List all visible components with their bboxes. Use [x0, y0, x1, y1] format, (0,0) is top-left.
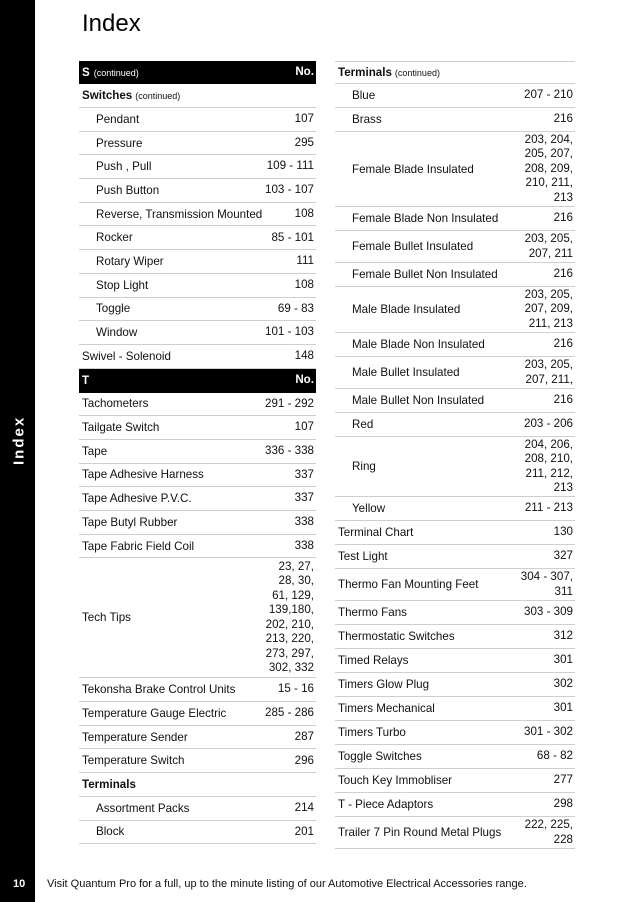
- index-entry: [335, 231, 575, 263]
- page-ref: 15 - 16: [277, 682, 314, 696]
- entry-label: T - Piece Adaptors: [338, 798, 434, 811]
- entry-label: Male Blade Insulated: [352, 303, 461, 316]
- section-header-s: [79, 61, 316, 84]
- section-header-t: [79, 369, 316, 393]
- index-entry: [335, 521, 575, 545]
- page-title: Index: [82, 10, 141, 37]
- index-entry: [79, 393, 316, 417]
- page-ref: 216: [553, 211, 573, 225]
- page-ref: 213: [553, 481, 573, 494]
- index-entry: [335, 697, 575, 721]
- entry-label: Toggle: [96, 302, 131, 316]
- index-entry: [335, 545, 575, 569]
- index-entry: [79, 179, 316, 203]
- entry-label: Yellow: [352, 502, 386, 515]
- index-entry: [79, 274, 316, 298]
- entry-label: Tachometers: [82, 397, 149, 411]
- index-entry: [335, 625, 575, 649]
- entry-label: Terminals: [82, 777, 136, 791]
- page-ref-list: [521, 570, 573, 599]
- entry-label: Male Blade Non Insulated: [352, 338, 485, 351]
- page-ref: 213, 220,: [265, 632, 314, 646]
- index-entry: [335, 673, 575, 697]
- index-entry: [335, 413, 575, 437]
- entry-label: Timers Mechanical: [338, 702, 435, 715]
- page-ref: 228: [553, 832, 573, 846]
- footer-note: Visit Quantum Pro for a full, up to the minute listing of our Automotive Electrical Accessories range.: [47, 878, 527, 890]
- entry-label: Male Bullet Insulated: [352, 366, 460, 379]
- index-entry: [79, 298, 316, 322]
- index-entry: [335, 649, 575, 673]
- page-ref: 285 - 286: [265, 706, 314, 720]
- index-entry: [335, 745, 575, 769]
- page-ref: 68 - 82: [536, 749, 573, 763]
- entry-label: Tape Adhesive P.V.C.: [82, 492, 192, 506]
- entry-label: Pendant: [96, 112, 140, 126]
- entry-label: Stop Light: [96, 278, 149, 292]
- page-ref: 203, 205,: [524, 358, 573, 371]
- index-entry: [79, 108, 316, 132]
- index-entry: [79, 203, 316, 227]
- page-ref: 108: [294, 277, 314, 291]
- index-entry: [79, 821, 316, 845]
- page-ref: 277: [553, 773, 573, 787]
- page-ref: 216: [553, 267, 573, 281]
- page-ref: 61, 129,: [272, 588, 314, 602]
- entry-label: Ring: [352, 460, 376, 473]
- entry-label: Block: [96, 825, 125, 839]
- page-ref: 208, 209,: [524, 161, 573, 175]
- page-ref-list: [525, 818, 573, 847]
- entry-label: Tekonsha Brake Control Units: [82, 683, 236, 697]
- page-ref: 287: [294, 729, 314, 743]
- entry-label: Pressure: [96, 136, 143, 150]
- page-ref: 222, 225,: [524, 818, 573, 831]
- page-ref: 204, 206,: [524, 437, 573, 451]
- page-ref: 337: [294, 491, 314, 505]
- index-entry: [79, 321, 316, 345]
- entry-label: Test Light: [338, 550, 388, 563]
- entry-label: Reverse, Transmission Mounted: [96, 207, 263, 221]
- page-ref: 107: [294, 420, 314, 434]
- page-ref: 148: [294, 348, 314, 362]
- index-entry: [335, 497, 575, 521]
- page-ref: 216: [553, 112, 573, 126]
- page-ref: 273, 297,: [265, 646, 314, 660]
- index-entry: [335, 333, 575, 357]
- side-tab-label: Index: [10, 415, 28, 465]
- page-ref: 301: [553, 653, 573, 667]
- page-ref: 336 - 338: [265, 444, 314, 458]
- page-ref: 295: [294, 135, 314, 149]
- page-ref: 302: [553, 677, 573, 691]
- index-entry: [335, 569, 575, 601]
- entry-label: Terminal Chart: [338, 526, 414, 539]
- page-ref-list: [525, 133, 573, 206]
- page-ref-list: [525, 438, 573, 496]
- index-entry-tech-tips: [79, 558, 316, 678]
- page-ref: 301 - 302: [524, 725, 573, 739]
- entry-label: Female Bullet Non Insulated: [352, 268, 498, 281]
- section-note: (continued): [93, 68, 139, 78]
- index-entry: [335, 793, 575, 817]
- entry-note: (continued): [394, 68, 440, 78]
- page-ref: 302, 332: [268, 661, 314, 675]
- entry-label: Thermo Fan Mounting Feet: [338, 578, 479, 591]
- entry-label: Rotary Wiper: [96, 254, 164, 268]
- page-ref: 101 - 103: [265, 325, 314, 339]
- index-entry: [79, 535, 316, 559]
- page-ref: 69 - 83: [277, 301, 314, 315]
- page-ref: 203, 205,: [524, 232, 573, 245]
- entry-label: Tape Fabric Field Coil: [82, 539, 195, 553]
- index-entry: [79, 678, 316, 702]
- entry-label: Thermostatic Switches: [338, 630, 455, 643]
- entry-label: Tailgate Switch: [82, 421, 160, 435]
- index-entry-terminals: [79, 773, 316, 797]
- page-ref-list: [525, 232, 573, 261]
- index-entry: [335, 84, 575, 108]
- index-entry: [79, 226, 316, 250]
- page-ref: 211 - 213: [524, 501, 573, 515]
- page-ref: 203 - 206: [524, 417, 573, 431]
- entry-label: Swivel - Solenoid: [82, 349, 171, 363]
- entry-label: Toggle Switches: [338, 750, 422, 763]
- page-ref: 207, 211,: [525, 372, 573, 386]
- index-entry: [79, 155, 316, 179]
- entry-label: Window: [96, 326, 138, 340]
- index-entry: [335, 817, 575, 849]
- index-entry: [79, 250, 316, 274]
- page-ref: 304 - 307,: [520, 570, 573, 583]
- entry-label: Thermo Fans: [338, 606, 407, 619]
- index-column-left: [79, 61, 316, 844]
- page-ref: 28, 30,: [278, 574, 314, 588]
- entry-label: Timers Turbo: [338, 726, 406, 739]
- section-header-terminals-continued: [335, 61, 575, 84]
- entry-label: Temperature Sender: [82, 730, 188, 744]
- page-ref: 301: [553, 701, 573, 715]
- entry-label: Rocker: [96, 231, 133, 245]
- index-entry: [335, 263, 575, 287]
- page-ref-list: [525, 288, 573, 332]
- index-column-right: [335, 61, 575, 849]
- page-ref: 337: [294, 467, 314, 481]
- index-entry: [335, 207, 575, 231]
- entry-label: Blue: [352, 89, 376, 102]
- index-entry: [335, 357, 575, 389]
- entry-label: Female Blade Insulated: [352, 162, 474, 176]
- section-letter: T: [82, 374, 90, 388]
- entry-label: Tech Tips: [82, 611, 131, 625]
- page-ref: 109 - 111: [266, 159, 314, 173]
- index-entry: [335, 601, 575, 625]
- index-entry: [79, 726, 316, 750]
- page-ref: 23, 27,: [278, 559, 314, 573]
- entry-label: Trailer 7 Pin Round Metal Plugs: [338, 826, 502, 839]
- entry-label: Timers Glow Plug: [338, 678, 430, 691]
- index-entry: [79, 511, 316, 535]
- index-entry-switches: [79, 84, 316, 108]
- number-header: No.: [295, 373, 314, 387]
- index-entry: [79, 487, 316, 511]
- page-ref: 103 - 107: [265, 183, 314, 197]
- index-entry: [79, 797, 316, 821]
- entry-label: Timed Relays: [338, 654, 409, 667]
- page-number: 10: [13, 878, 26, 890]
- index-entry: [335, 132, 575, 207]
- entry-label: Assortment Packs: [96, 801, 190, 815]
- page-ref: 203, 204,: [524, 132, 573, 146]
- page-ref: 338: [294, 515, 314, 529]
- index-entry: [335, 721, 575, 745]
- page-ref: 210, 211,: [525, 176, 573, 190]
- entry-label: Female Blade Non Insulated: [352, 212, 499, 225]
- index-entry: [79, 416, 316, 440]
- page-ref: 107: [294, 112, 314, 126]
- page-ref: 312: [553, 629, 573, 643]
- entry-label: Touch Key Immobliser: [338, 774, 453, 787]
- page-ref: 291 - 292: [265, 396, 314, 410]
- entry-label: Temperature Switch: [82, 754, 185, 768]
- page-ref: 296: [294, 753, 314, 767]
- entry-label: Tape Adhesive Harness: [82, 468, 204, 482]
- entry-label: Red: [352, 418, 374, 431]
- section-letter: S: [82, 66, 90, 79]
- page-ref-list: [266, 560, 314, 676]
- entry-label: Push , Pull: [96, 160, 152, 174]
- page-ref: 303 - 309: [524, 605, 573, 619]
- page-ref: 207 - 210: [524, 88, 573, 102]
- page-ref: 108: [294, 206, 314, 220]
- entry-label: Male Bullet Non Insulated: [352, 394, 485, 407]
- page-ref: 85 - 101: [271, 230, 314, 244]
- index-entry: [335, 389, 575, 413]
- page-ref: 207, 211: [528, 246, 573, 260]
- index-entry: [79, 749, 316, 773]
- page-ref: 214: [294, 800, 314, 814]
- entry-label: Temperature Gauge Electric: [82, 706, 227, 720]
- entry-label: Brass: [352, 113, 382, 126]
- side-tab: [0, 0, 35, 902]
- page-ref: 139,180,: [268, 603, 314, 617]
- page-ref: 311: [554, 584, 573, 598]
- entry-label: Terminals: [338, 66, 392, 79]
- index-entry: [79, 345, 316, 369]
- entry-label: Push Button: [96, 183, 160, 197]
- page-ref: 207, 209,: [524, 302, 573, 316]
- page-ref: 211, 213: [528, 316, 573, 330]
- index-entry: [335, 108, 575, 132]
- page-ref: 205, 207,: [524, 147, 573, 161]
- entry-label: Tape: [82, 444, 108, 458]
- entry-label: Tape Butyl Rubber: [82, 515, 178, 529]
- page-ref: 203, 205,: [524, 287, 573, 301]
- index-entry: [79, 440, 316, 464]
- page-ref: 202, 210,: [265, 617, 314, 631]
- page-ref: 338: [294, 538, 314, 552]
- page-ref-list: [525, 358, 573, 387]
- entry-label: Female Bullet Insulated: [352, 240, 474, 253]
- index-entry: [335, 437, 575, 497]
- page-ref: 213: [553, 190, 573, 204]
- entry-note: (continued): [135, 91, 181, 101]
- page-ref: 216: [553, 337, 573, 351]
- number-header: No.: [295, 65, 314, 79]
- index-entry: [79, 132, 316, 156]
- page-ref: 216: [553, 393, 573, 407]
- page-ref: 130: [553, 525, 573, 539]
- entry-label: Switches: [82, 89, 133, 102]
- page-ref: 327: [553, 549, 573, 563]
- page-ref: 111: [296, 254, 314, 268]
- page-ref: 211, 212,: [525, 466, 573, 480]
- index-entry: [335, 287, 575, 333]
- page-ref: 208, 210,: [524, 452, 573, 465]
- index-entry: [79, 702, 316, 726]
- index-entry: [79, 464, 316, 488]
- page-ref: 201: [294, 824, 314, 838]
- page-ref: 298: [553, 797, 573, 811]
- index-entry: [335, 769, 575, 793]
